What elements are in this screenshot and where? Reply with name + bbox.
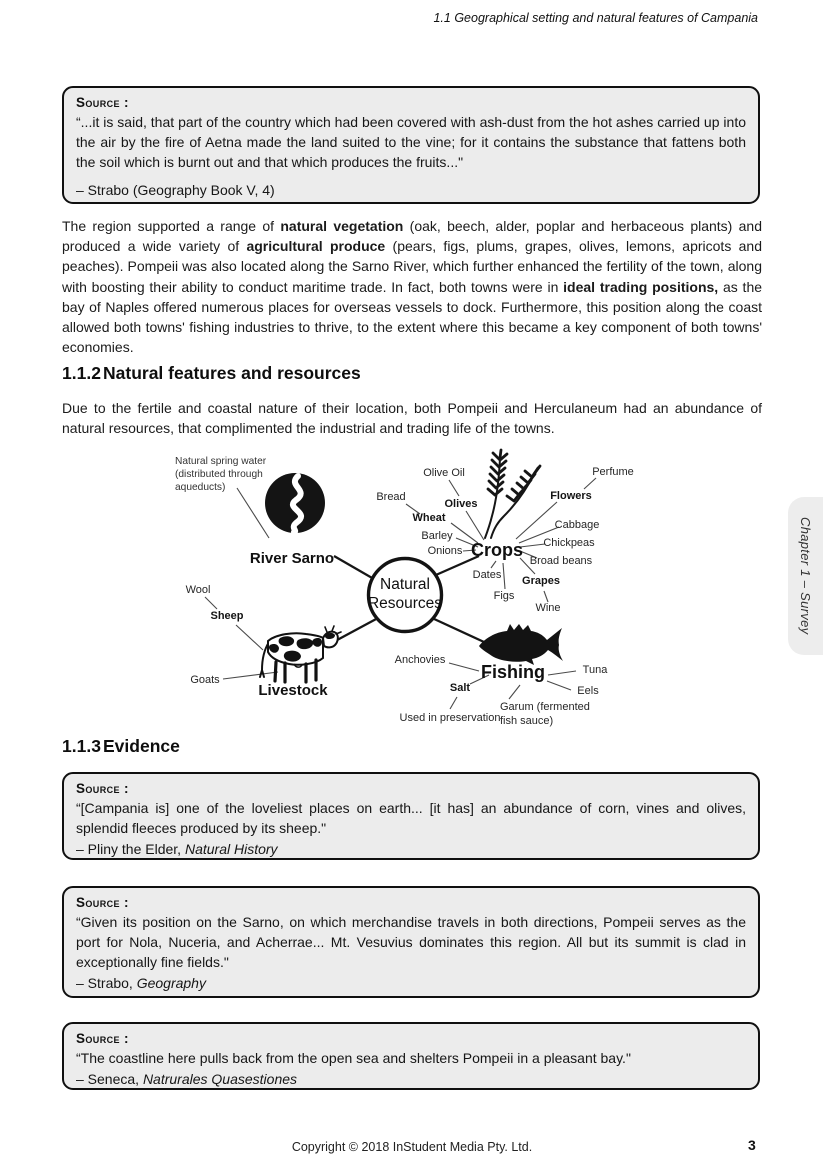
section-heading-112: [62, 363, 361, 384]
source-quote: “[Campania is] one of the loveliest places on earth... [it has] an abundance of corn, vines and olives, splendid fleeces produced by its sheep.": [76, 800, 746, 836]
label-wheat: Wheat: [412, 512, 446, 524]
label-spring-water-2: (distributed through: [175, 469, 263, 480]
section-number: 1.1.3: [62, 736, 101, 756]
source-attribution: – Pliny the Elder, Natural History: [76, 841, 278, 857]
section-title: Natural features and resources: [103, 363, 361, 383]
label-wine: Wine: [535, 602, 561, 614]
label-chickpeas: Chickpeas: [543, 537, 595, 549]
center-label-line1: Natural: [380, 576, 430, 593]
source-label: Source :: [76, 95, 129, 110]
label-used-in-preservation: Used in preservation: [399, 712, 501, 724]
label-broad-beans: Broad beans: [529, 555, 593, 567]
section-number: 1.1.2: [62, 363, 101, 383]
cow-icon: [260, 626, 341, 682]
source-box-strabo-1: [62, 86, 760, 204]
page-number: 3: [748, 1137, 756, 1153]
label-anchovies: Anchovies: [394, 654, 446, 666]
label-figs: Figs: [493, 590, 515, 602]
source-box-pliny: [62, 772, 760, 860]
label-spring-water-3: aqueducts): [175, 482, 226, 493]
source-attribution: – Seneca, Natrurales Quasestiones: [76, 1071, 298, 1087]
source-attribution: – Strabo (Geography Book V, 4): [76, 182, 275, 198]
label-bread: Bread: [376, 491, 406, 503]
source-attribution: – Strabo, Geography: [76, 975, 206, 991]
label-sheep: Sheep: [210, 610, 244, 622]
label-perfume: Perfume: [592, 466, 634, 478]
river-sarno-icon: [265, 473, 325, 533]
paragraph-region-overview: The region supported a range of natural vegetation (oak, beech, alder, poplar and herbaceous plants) and produced a wide variety of agricultural produce (pears, figs, plums, grapes, olives, lemons, apricots and peaches). Pompeii was also located along the Sarno River, which further enhanced the fertility of the town, along with boosting their ability to conduct maritime trade. In fact, both towns were in ideal trading positions, as the bay of Naples offered numerous places for overseas vessels to dock. Furthermore, this position along the coast allowed both towns' fishing industries to thrive, to the extent where this became a key component of both towns' economies.: [62, 218, 763, 356]
node-livestock: Livestock: [258, 682, 328, 699]
chapter-side-tab-label: Chapter 1 – Survey: [798, 517, 813, 635]
label-spring-water-1: Natural spring water: [175, 456, 267, 467]
node-crops: Crops: [470, 540, 524, 560]
label-tuna: Tuna: [582, 664, 608, 676]
source-quote: “The coastline here pulls back from the open sea and shelters Pompeii in a pleasant bay.": [76, 1050, 631, 1066]
fish-icon: [479, 624, 563, 665]
label-barley: Barley: [421, 530, 453, 542]
section-title: Evidence: [103, 736, 180, 756]
label-onions: Onions: [427, 545, 463, 557]
center-label-line2: Resources: [367, 595, 443, 612]
node-fishing: Fishing: [481, 662, 545, 682]
source-quote: “Given its position on the Sarno, on which merchandise travels in both directions, Pompeii serves as the port for Nola, Nuceria, and Acherrae... Mt. Vesuvius dominates this region. All but its summit is clad in exceptionally fine fields.": [76, 914, 746, 970]
natural-resources-node: [368, 559, 442, 632]
label-dates: Dates: [472, 569, 502, 581]
node-river-sarno: River Sarno: [249, 550, 335, 567]
running-header: 1.1 Geographical setting and natural features of Campania: [433, 11, 758, 25]
source-quote: “...it is said, that part of the country which had been covered with ash-dust from the hot ashes carried up into the air by the fire of Aetna made the land suited to the vine; for it contains the substance that fattens both the soil which is burnt out and that which produces the fruits...": [76, 114, 746, 170]
label-cabbage: Cabbage: [554, 519, 600, 531]
source-box-seneca: [62, 1022, 760, 1090]
natural-resources-mindmap: [148, 446, 698, 738]
label-goats: Goats: [190, 674, 220, 686]
footer-copyright: Copyright © 2018 InStudent Media Pty. Ltd.: [291, 1140, 533, 1154]
label-wool: Wool: [185, 584, 211, 596]
label-olives: Olives: [444, 498, 478, 510]
label-flowers: Flowers: [550, 490, 592, 502]
label-salt: Salt: [449, 682, 471, 694]
source-box-strabo-2: [62, 886, 760, 998]
source-label: Source :: [76, 895, 129, 910]
label-garum-line1: Garum (fermented: [500, 701, 590, 713]
paragraph-natural-resources: Due to the fertile and coastal nature of their location, both Pompeii and Herculaneum had an abundance of natural resources, that complimented the industrial and trading life of the towns.: [62, 400, 762, 437]
label-eels: Eels: [577, 685, 599, 697]
source-label: Source :: [76, 781, 129, 796]
label-garum-line2: fish sauce): [500, 715, 554, 727]
chapter-side-tab: [788, 497, 823, 655]
source-label: Source :: [76, 1031, 129, 1046]
label-olive-oil: Olive Oil: [423, 467, 465, 479]
section-heading-113: [62, 736, 180, 757]
label-grapes: Grapes: [522, 575, 560, 587]
